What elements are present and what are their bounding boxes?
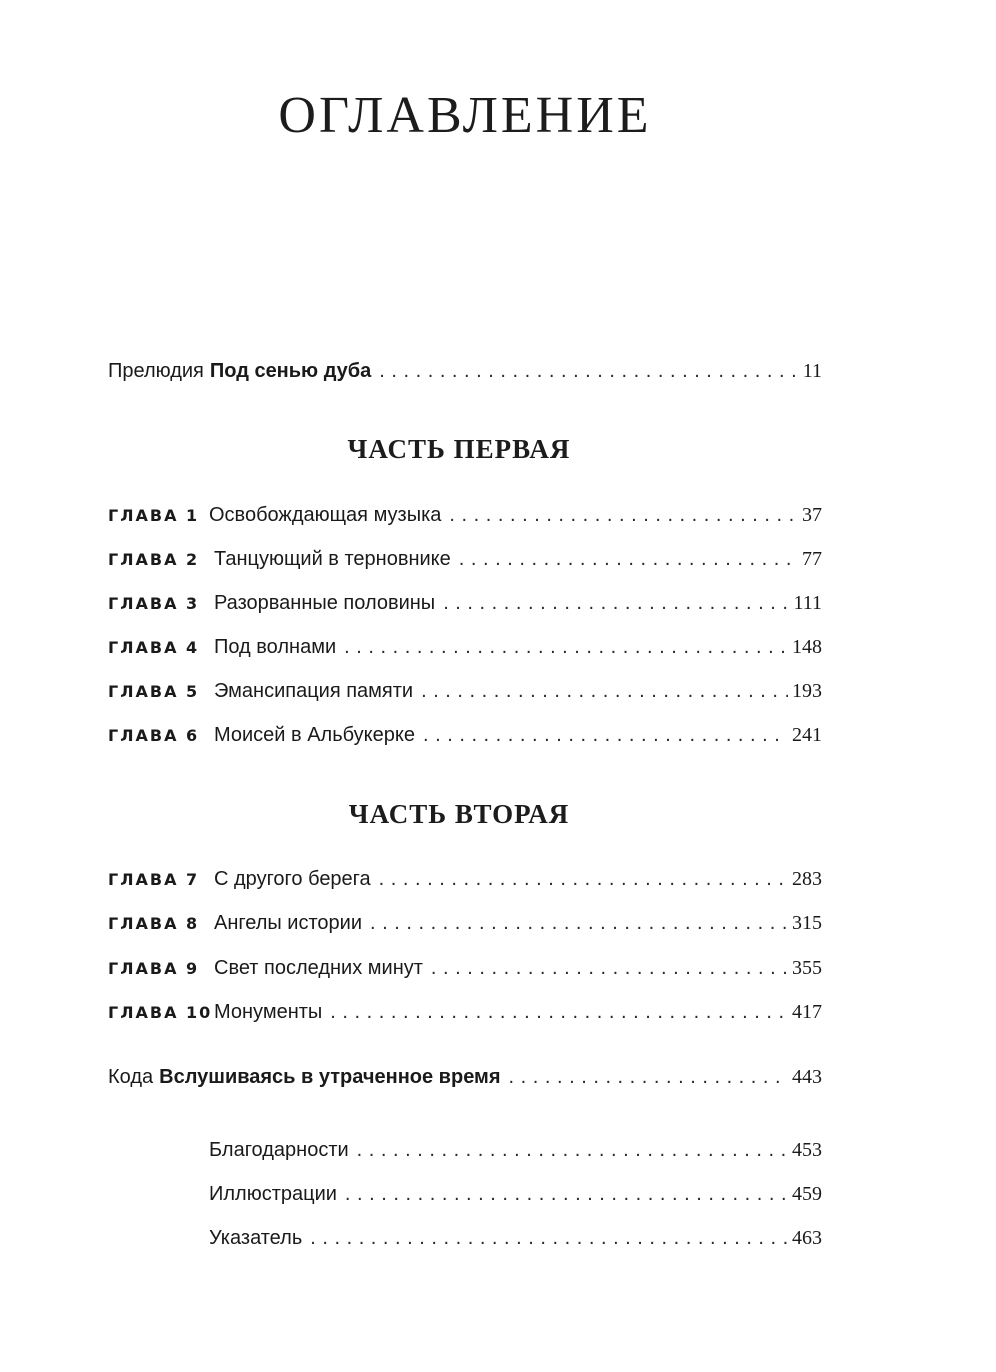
chapter-label: ГЛАВА 3 [108, 594, 200, 613]
entry-title: Ангелы истории [214, 912, 362, 934]
entry-title: Эмансипация памяти [214, 680, 414, 702]
page-number: 37 [802, 504, 822, 526]
page-number: 459 [792, 1183, 822, 1205]
page-number: 241 [792, 724, 822, 746]
entry-title: Благодарности [209, 1139, 349, 1161]
dot-leader [330, 997, 788, 1027]
toc-entry-index[interactable] [209, 1223, 822, 1253]
chapter-label: ГЛАВА 7 [108, 870, 200, 889]
page-number: 77 [802, 548, 822, 570]
page-number: 443 [792, 1066, 822, 1088]
dot-leader [344, 632, 788, 662]
toc-entry-chapter-5[interactable] [108, 676, 822, 706]
page-number: 148 [792, 636, 822, 658]
dot-leader [345, 1179, 788, 1209]
toc-entry-chapter-2[interactable] [108, 544, 822, 574]
toc-entry-chapter-9[interactable] [108, 953, 822, 983]
chapter-label: ГЛАВА 6 [108, 726, 200, 745]
toc-entry-chapter-3[interactable] [108, 588, 822, 618]
dot-leader [310, 1223, 788, 1253]
toc-entry-chapter-8[interactable] [108, 908, 822, 938]
entry-title: Освобождающая музыка [209, 504, 442, 526]
chapter-label: ГЛАВА 5 [108, 682, 200, 701]
chapter-label: ГЛАВА 2 [108, 550, 200, 569]
page-number: 453 [792, 1139, 822, 1161]
dot-leader [421, 676, 788, 706]
entry-prefix: Кода [108, 1066, 154, 1088]
toc-entry-illustrations[interactable] [209, 1179, 822, 1209]
entry-title: Разорванные половины [214, 592, 436, 614]
dot-leader [431, 953, 788, 983]
toc-entry-chapter-6[interactable] [108, 720, 822, 750]
page-number: 11 [802, 360, 822, 382]
dot-leader [357, 1135, 788, 1165]
entry-title: Свет последних минут [214, 957, 423, 979]
page-number: 417 [792, 1001, 822, 1023]
page-number: 283 [792, 868, 822, 890]
toc-entry-coda[interactable] [108, 1062, 822, 1092]
chapter-label: ГЛАВА 8 [108, 914, 200, 933]
entry-title: Вслушиваясь в утраченное время [159, 1066, 501, 1088]
dot-leader [379, 356, 798, 386]
part-heading-1: ЧАСТЬ ПЕРВАЯ [347, 434, 571, 464]
page-number: 111 [793, 592, 822, 614]
dot-leader [509, 1062, 788, 1092]
toc-entry-chapter-4[interactable] [108, 632, 822, 662]
entry-title: Моисей в Альбукерке [214, 724, 415, 746]
chapter-label: ГЛАВА 4 [108, 638, 200, 657]
page-number: 355 [792, 957, 822, 979]
page-number: 193 [792, 680, 822, 702]
page-title: ОГЛАВЛЕНИЕ [278, 87, 652, 144]
entry-title: Под волнами [214, 636, 337, 658]
dot-leader [449, 500, 798, 530]
page-number: 315 [792, 912, 822, 934]
entry-title: Указатель [209, 1227, 303, 1249]
chapter-label: ГЛАВА 1 [108, 506, 200, 525]
toc-entry-chapter-1[interactable] [108, 500, 822, 530]
entry-title: Под сенью дуба [209, 360, 372, 382]
entry-title: Танцующий в терновнике [214, 548, 451, 570]
entry-title: Монументы [214, 1001, 323, 1023]
entry-title: Иллюстрации [209, 1183, 337, 1205]
toc-entry-acknowledgements[interactable] [209, 1135, 822, 1165]
dot-leader [370, 908, 788, 938]
toc-entry-prelude[interactable] [108, 356, 822, 386]
part-heading-2: ЧАСТЬ ВТОРАЯ [348, 799, 570, 829]
toc-entry-chapter-10[interactable] [108, 997, 822, 1027]
dot-leader [423, 720, 788, 750]
toc-entry-chapter-7[interactable] [108, 864, 822, 894]
entry-prefix: Прелюдия [108, 360, 204, 382]
dot-leader [379, 864, 788, 894]
page-number: 463 [792, 1227, 822, 1249]
dot-leader [459, 544, 798, 574]
chapter-label: ГЛАВА 10 [108, 1003, 213, 1022]
dot-leader [443, 588, 789, 618]
chapter-label: ГЛАВА 9 [108, 959, 200, 978]
entry-title: С другого берега [214, 868, 371, 890]
